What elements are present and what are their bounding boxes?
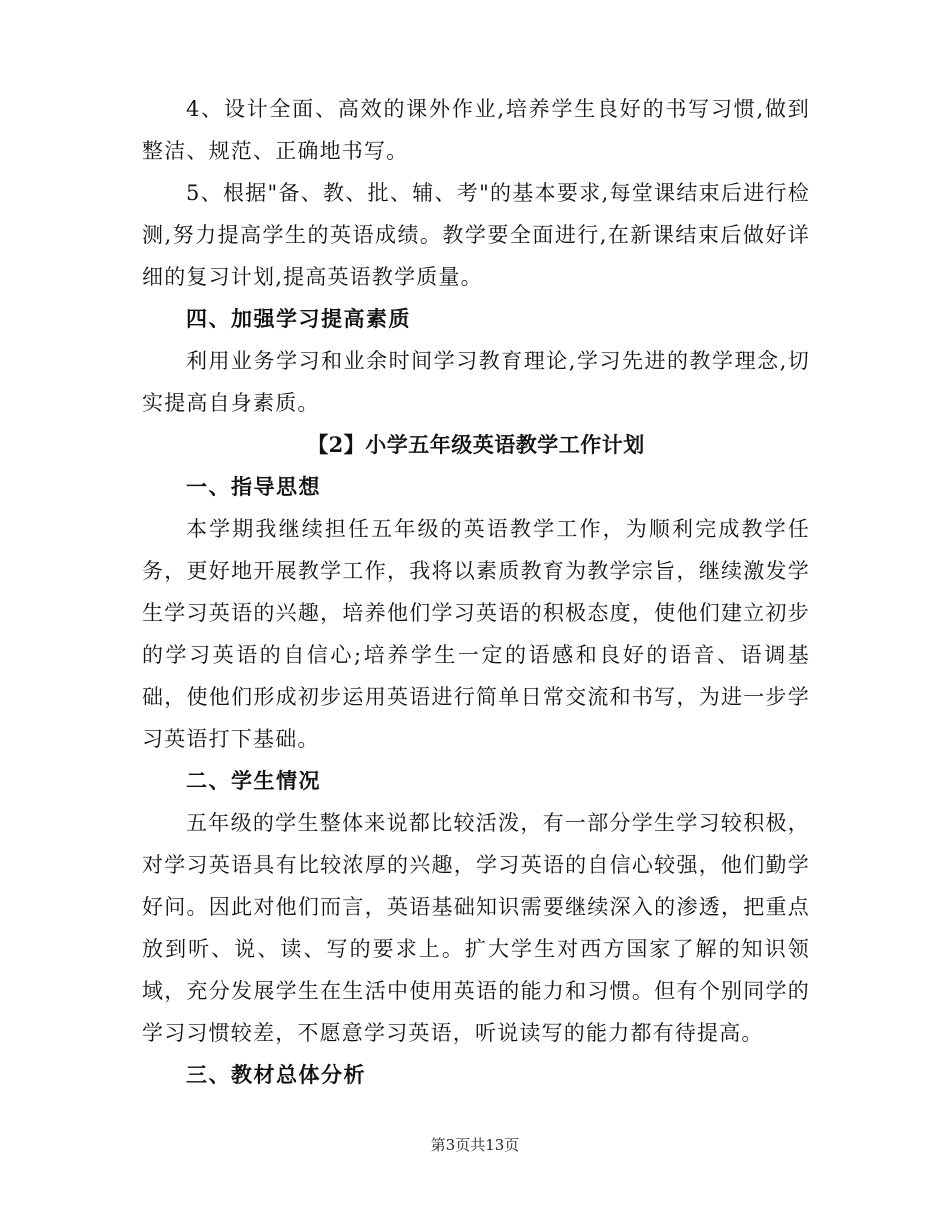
paragraph-item-5: 5、根据"备、教、批、辅、考"的基本要求,每堂课结束后进行检测,努力提高学生的英语成绩。教学要全面进行,在新课结束后做好详细的复习计划,提高英语教学质量。 xyxy=(142,181,810,289)
paragraph-study: 利用业务学习和业余时间学习教育理论,学习先进的教学理念,切实提高自身素质。 xyxy=(142,349,810,415)
heading-strengthen-study: 四、加强学习提高素质 xyxy=(186,306,411,331)
heading-guiding-thought: 一、指导思想 xyxy=(186,474,321,499)
page-number: 第3页共13页 xyxy=(430,1136,520,1154)
document-body xyxy=(142,88,810,1096)
paragraph-student-situation: 五年级的学生整体来说都比较活泼，有一部分学生学习较积极，对学习英语具有比较浓厚的兴趣，学习英语的自信心较强，他们勤学好问。因此对他们而言，英语基础知识需要继续深入的渗透，把重点放到听、说、读、写的要求上。扩大学生对西方国家了解的知识领域，充分发展学生在生活中使用英语的能力和习惯。但有个别同学的学习习惯较差，不愿意学习英语，听说读写的能力都有待提高。 xyxy=(142,811,810,1045)
heading-student-situation: 二、学生情况 xyxy=(186,768,321,793)
paragraph-item-4: 4、设计全面、高效的课外作业,培养学生良好的书写习惯,做到整洁、规范、正确地书写。 xyxy=(142,97,810,163)
section-title: 【2】小学五年级英语教学工作计划 xyxy=(307,432,645,457)
paragraph-guiding-thought: 本学期我继续担任五年级的英语教学工作，为顺利完成教学任务，更好地开展教学工作，我将以素质教育为教学宗旨，继续激发学生学习英语的兴趣，培养他们学习英语的积极态度，使他们建立初步的学习英语的自信心;培养学生一定的语感和良好的语音、语调基础，使他们形成初步运用英语进行简单日常交流和书写，为进一步学习英语打下基础。 xyxy=(142,517,810,751)
heading-textbook-analysis: 三、教材总体分析 xyxy=(186,1062,366,1087)
